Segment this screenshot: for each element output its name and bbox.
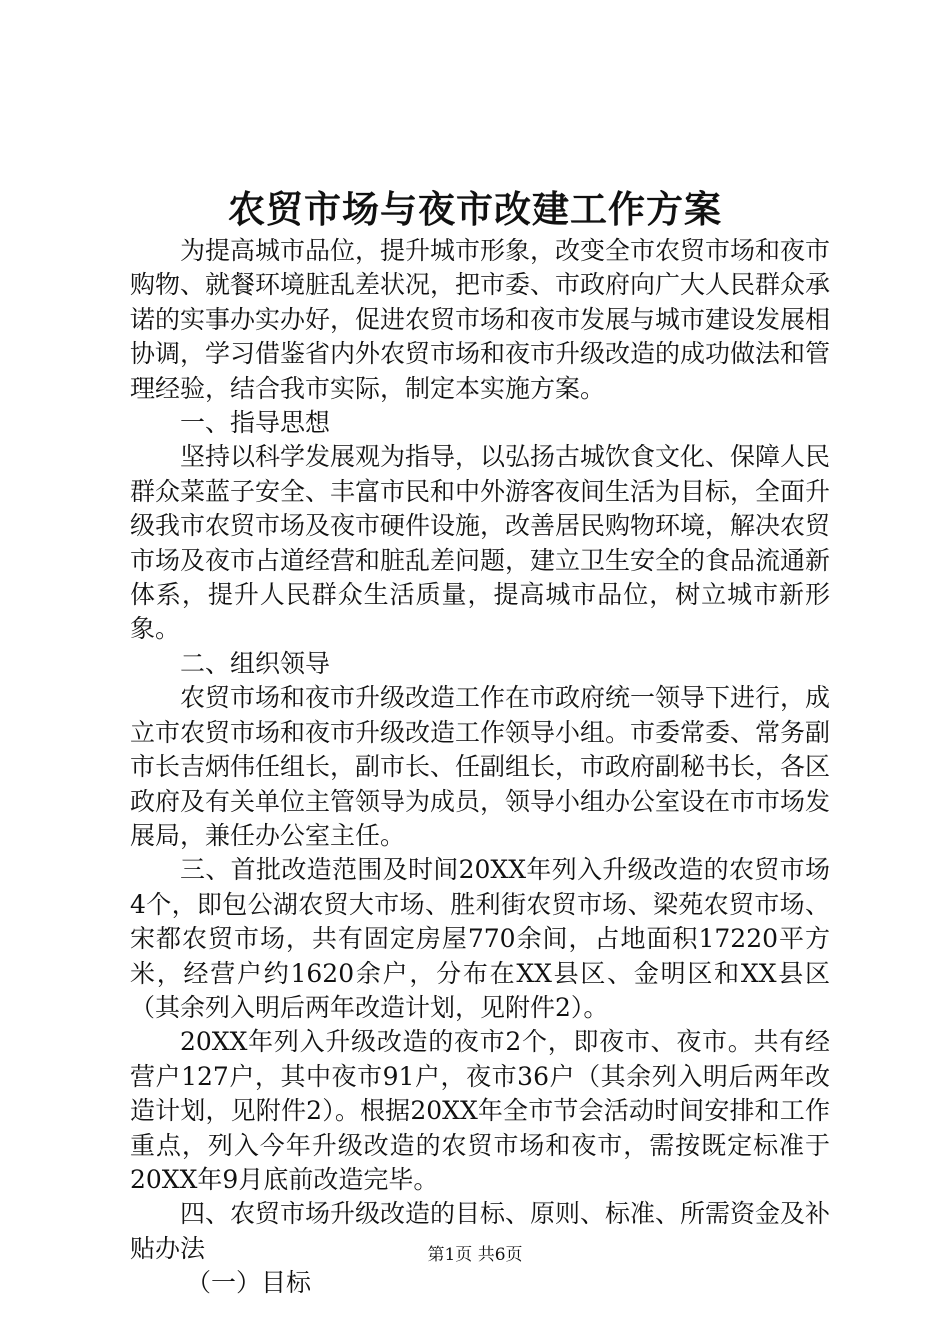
organization-paragraph: 农贸市场和夜市升级改造工作在市政府统一领导下进行，成立市农贸市场和夜市升级改造工作领导小组。市委常委、常务副市长吉炳伟任组长，副市长、任副组长，市政府副秘书长，各区政府及有关单位主管领导为成员，领导小组办公室设在市市场发展局，兼任办公室主任。: [130, 683, 831, 850]
guiding-ideology-paragraph: 坚持以科学发展观为指导，以弘扬古城饮食文化、保障人民群众菜蓝子安全、丰富市民和中外游客夜间生活为目标，全面升级我市农贸市场及夜市硬件设施，改善居民购物环境，解决农贸市场及夜市占道经营和脏乱差问题，建立卫生安全的食品流通新体系，提升人民群众生活质量，提高城市品位，树立城市新形象。: [130, 442, 831, 644]
section-heading-upgrade-goals: 四、农贸市场升级改造的目标、原则、标准、所需资金及补贴办法: [130, 1199, 831, 1263]
section-heading-guiding-ideology: 一、指导思想: [180, 408, 331, 438]
night-market-paragraph: 20XX年列入升级改造的夜市2个，即夜市、夜市。共有经营户127户，其中夜市91户，夜市36户（其余列入明后两年改造计划，见附件2）。根据20XX年全市节会活动时间安排和工作重点，列入今年升级改造的农贸市场和夜市，需按既定标准于20XX年9月底前改造完毕。: [130, 1027, 830, 1194]
intro-paragraph: 为提高城市品位，提升城市形象，改变全市农贸市场和夜市购物、就餐环境脏乱差状况，把市委、市政府向广大人民群众承诺的实事办实办好，促进农贸市场和夜市发展与城市建设发展相协调，学习借鉴省内外农贸市场和夜市升级改造的成功做法和管理经验，结合我市实际，制定本实施方案。: [130, 236, 831, 403]
section-heading-organization: 二、组织领导: [180, 648, 331, 678]
subsection-heading-goals: （一）目标: [186, 1268, 312, 1298]
scope-paragraph: 三、首批改造范围及时间20XX年列入升级改造的农贸市场4个，即包公湖农贸大市场、胜利街农贸市场、梁苑农贸市场、宋都农贸市场，共有固定房屋770余间，占地面积17220平方米，经营户约1620余户，分布在XX县区、金明区和XX县区（其余列入明后两年改造计划，见附件2）。: [130, 855, 830, 1022]
document-body: [130, 234, 830, 1301]
document-title: 农贸市场与夜市改建工作方案: [228, 187, 722, 231]
page-number-footer: 第1页 共6页: [427, 1245, 523, 1265]
